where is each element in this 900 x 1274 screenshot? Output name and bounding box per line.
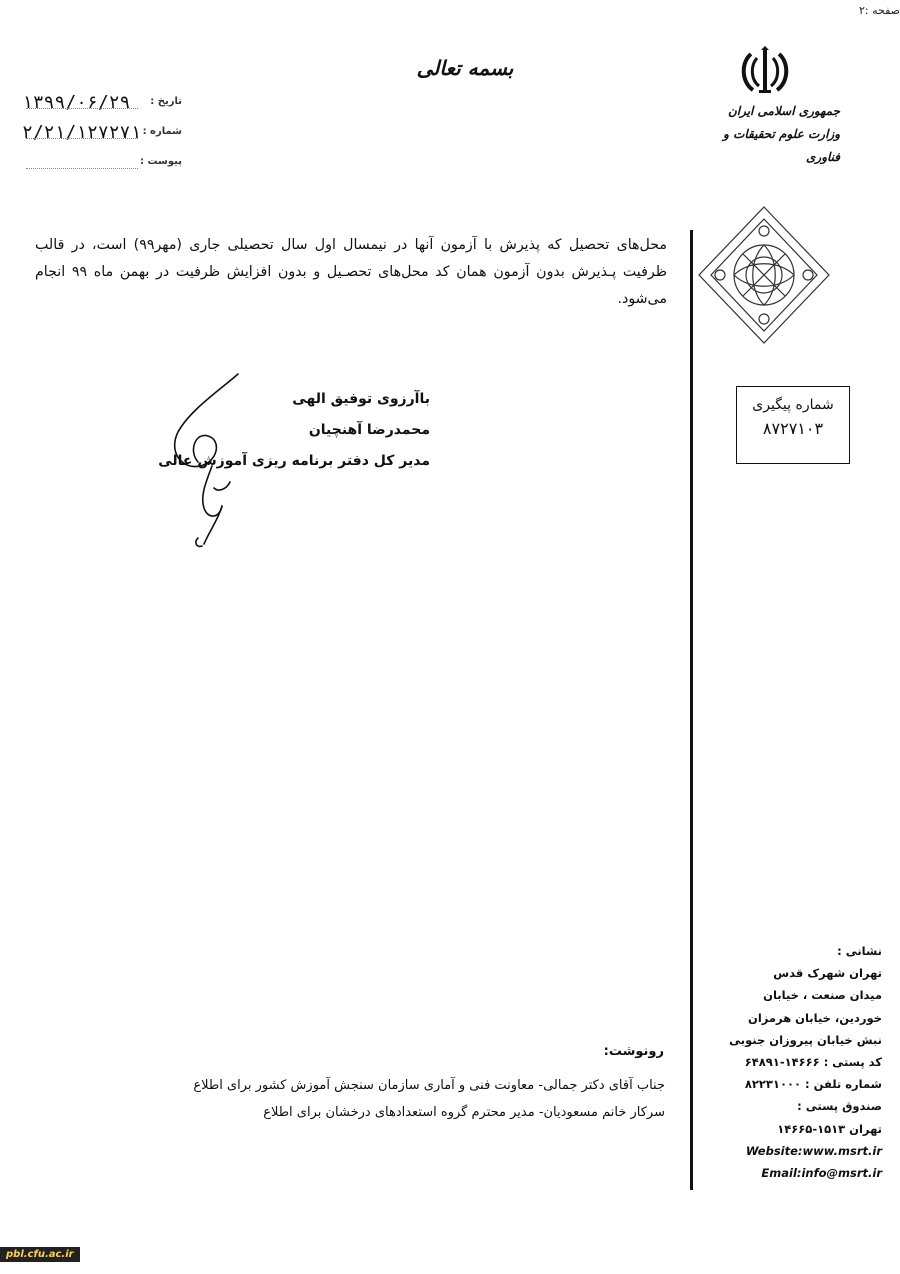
ornament-icon: [693, 205, 835, 345]
website-link[interactable]: Website:www.msrt.ir: [745, 1143, 882, 1158]
address-line: تهران شهرک قدس: [773, 966, 882, 981]
ministry-line-country: جمهوری اسلامی ایران: [727, 104, 840, 118]
date-label: تاریخ :: [150, 96, 182, 107]
address-heading: نشانی :: [837, 944, 882, 958]
cc-heading: رونوشت:: [603, 1044, 664, 1059]
vertical-divider: [690, 230, 693, 1190]
attachment-label: پیوست :: [139, 156, 182, 167]
tracking-number: ۸۷۲۷۱۰۳: [762, 419, 824, 438]
iran-emblem-icon: [737, 46, 793, 96]
cc-list: [150, 1072, 665, 1126]
date-row: [22, 92, 182, 118]
ministry-line-name: وزارت علوم تحقیقات و فناوری: [723, 127, 840, 164]
number-dotted-line: [26, 138, 138, 139]
ministry-title: [690, 100, 840, 169]
cc-item: سرکار خانم مسعودیان- مدیر محترم گروه استعدادهای درخشان برای اطلاع: [263, 1105, 665, 1120]
po-box-label: صندوق پستی :: [797, 1099, 882, 1114]
postal-code: کد پستی : ۱۴۶۶۶-۶۴۸۹۱: [744, 1055, 882, 1070]
attachment-row: [22, 152, 182, 178]
signatory-name: محمدرضا آهنچیان: [308, 422, 430, 438]
email-link[interactable]: Email:info@msrt.ir: [761, 1166, 882, 1181]
tracking-label: شماره پیگیری: [752, 397, 834, 413]
emblem-container: [715, 46, 815, 96]
page-number: صفحه :۲: [858, 4, 900, 17]
address-line: میدان صنعت ، خیابان: [763, 988, 882, 1003]
attachment-dotted-line: [26, 168, 138, 169]
number-value: ۲/۲۱/۱۲۷۲۷۱: [22, 122, 142, 143]
date-value: ۱۳۹۹/۰۶/۲۹: [22, 92, 131, 113]
phone-number: شماره تلفن : ۸۲۲۳۱۰۰۰: [744, 1077, 882, 1092]
number-label: شماره :: [142, 126, 182, 137]
date-dotted-line: [26, 108, 138, 109]
signatory-title: مدیر کل دفتر برنامه ریزی آموزش عالی: [158, 453, 430, 469]
address-block: [712, 940, 882, 1184]
closing-greeting: باآرزوی توفیق الهی: [292, 391, 430, 407]
letter-body: محل‌های تحصیل که پذیرش با آزمون آنها در نیمسال اول سال تحصیلی جاری (مهر۹۹) است، در قالب ظرفیت پـذیرش بدون آزمون همان کد محل‌های تحصـیل و بدون افزایش ظرفیت در بهمن ماه ۹۹ انجام می‌شود.: [35, 237, 668, 307]
address-line: نبش خیابان پیروزان جنوبی: [729, 1032, 882, 1047]
source-watermark: pbl.cfu.ac.ir: [0, 1247, 80, 1262]
number-row: [22, 122, 182, 148]
address-line: خوردین، خیابان هرمزان: [748, 1010, 882, 1025]
po-box: تهران ۱۵۱۳-۱۴۶۶۵: [777, 1121, 882, 1136]
bismillah-heading: بسمه تعالی: [416, 56, 514, 80]
cc-item: جناب آقای دکتر جمالی- معاونت فنی و آماری سازمان سنجش آموزش کشور برای اطلاع: [193, 1078, 665, 1093]
tracking-number-box: [736, 386, 850, 464]
closing-block: [150, 384, 430, 477]
